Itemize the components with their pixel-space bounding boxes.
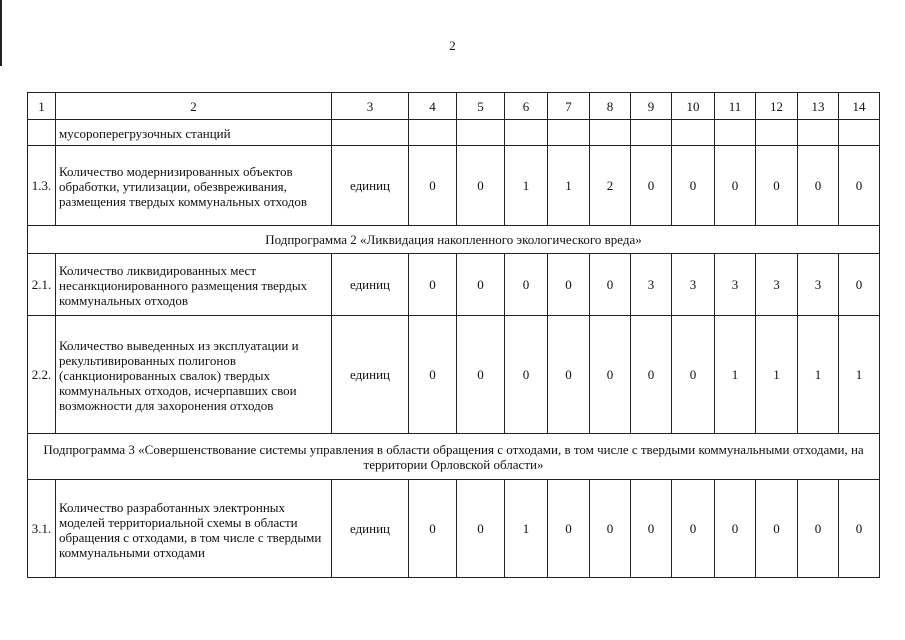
indicator-row xyxy=(28,254,880,316)
value-cell: 1 xyxy=(505,480,548,578)
value-cell: 1 xyxy=(715,316,756,434)
unit-cell: единиц xyxy=(332,146,409,226)
value-cell: 0 xyxy=(409,254,457,316)
value-cell: 0 xyxy=(457,146,505,226)
value-cell: 0 xyxy=(548,316,590,434)
empty-cell xyxy=(409,120,457,146)
subprogram-row xyxy=(28,226,880,254)
header-cell: 4 xyxy=(409,93,457,120)
value-cell: 1 xyxy=(839,316,880,434)
empty-cell xyxy=(505,120,548,146)
value-cell: 0 xyxy=(457,480,505,578)
empty-cell xyxy=(839,120,880,146)
value-cell: 1 xyxy=(798,316,839,434)
value-cell: 0 xyxy=(631,146,672,226)
table-body xyxy=(28,93,880,578)
value-cell: 0 xyxy=(590,480,631,578)
row-number-cell: 1.3. xyxy=(28,146,56,226)
indicator-name-cell: Количество ликвидированных мест несанкционированного размещения твердых коммунальных отходов xyxy=(56,254,332,316)
value-cell: 0 xyxy=(672,146,715,226)
left-edge-mark xyxy=(0,0,2,66)
page-number: 2 xyxy=(449,38,456,53)
value-cell: 0 xyxy=(548,480,590,578)
continuation-row xyxy=(28,120,880,146)
value-cell: 3 xyxy=(756,254,798,316)
empty-cell xyxy=(672,120,715,146)
empty-cell xyxy=(457,120,505,146)
subprogram-title: Подпрограмма 2 «Ликвидация накопленного экологического вреда» xyxy=(28,226,880,254)
unit-cell: единиц xyxy=(332,254,409,316)
value-cell: 0 xyxy=(756,480,798,578)
value-cell: 0 xyxy=(839,480,880,578)
value-cell: 0 xyxy=(457,254,505,316)
value-cell: 0 xyxy=(409,480,457,578)
empty-cell xyxy=(548,120,590,146)
row-number-cell xyxy=(28,120,56,146)
value-cell: 0 xyxy=(756,146,798,226)
header-cell: 14 xyxy=(839,93,880,120)
value-cell: 3 xyxy=(798,254,839,316)
header-cell: 13 xyxy=(798,93,839,120)
value-cell: 0 xyxy=(590,316,631,434)
value-cell: 0 xyxy=(457,316,505,434)
header-cell: 7 xyxy=(548,93,590,120)
value-cell: 0 xyxy=(505,316,548,434)
header-cell: 2 xyxy=(56,93,332,120)
value-cell: 0 xyxy=(715,146,756,226)
value-cell: 0 xyxy=(715,480,756,578)
header-cell: 6 xyxy=(505,93,548,120)
indicator-row xyxy=(28,146,880,226)
empty-cell xyxy=(715,120,756,146)
value-cell: 0 xyxy=(672,316,715,434)
indicator-name-cell: Количество модернизированных объектов обработки, утилизации, обезвреживания, размещения твердых коммунальных отходов xyxy=(56,146,332,226)
header-cell: 11 xyxy=(715,93,756,120)
subprogram-title: Подпрограмма 3 «Совершенствование системы управления в области обращения с отходами, в том числе с твердыми коммунальными отходами, на территории Орловской области» xyxy=(28,434,880,480)
indicator-name-cell: мусороперегрузочных станций xyxy=(56,120,332,146)
value-cell: 3 xyxy=(715,254,756,316)
value-cell: 3 xyxy=(672,254,715,316)
value-cell: 0 xyxy=(590,254,631,316)
header-cell: 8 xyxy=(590,93,631,120)
value-cell: 0 xyxy=(631,480,672,578)
indicator-row xyxy=(28,480,880,578)
empty-cell xyxy=(332,120,409,146)
value-cell: 0 xyxy=(631,316,672,434)
indicators-table xyxy=(27,92,880,578)
row-number-cell: 3.1. xyxy=(28,480,56,578)
header-cell: 3 xyxy=(332,93,409,120)
value-cell: 0 xyxy=(409,146,457,226)
value-cell: 0 xyxy=(672,480,715,578)
value-cell: 0 xyxy=(839,254,880,316)
value-cell: 0 xyxy=(505,254,548,316)
header-cell: 1 xyxy=(28,93,56,120)
value-cell: 1 xyxy=(548,146,590,226)
row-number-cell: 2.1. xyxy=(28,254,56,316)
empty-cell xyxy=(798,120,839,146)
empty-cell xyxy=(756,120,798,146)
header-row xyxy=(28,93,880,120)
header-cell: 12 xyxy=(756,93,798,120)
value-cell: 0 xyxy=(798,146,839,226)
value-cell: 0 xyxy=(548,254,590,316)
value-cell: 1 xyxy=(756,316,798,434)
unit-cell: единиц xyxy=(332,480,409,578)
value-cell: 0 xyxy=(409,316,457,434)
value-cell: 1 xyxy=(505,146,548,226)
indicator-row xyxy=(28,316,880,434)
value-cell: 0 xyxy=(798,480,839,578)
unit-cell: единиц xyxy=(332,316,409,434)
value-cell: 3 xyxy=(631,254,672,316)
value-cell: 2 xyxy=(590,146,631,226)
header-cell: 5 xyxy=(457,93,505,120)
subprogram-row xyxy=(28,434,880,480)
header-cell: 10 xyxy=(672,93,715,120)
empty-cell xyxy=(590,120,631,146)
indicator-name-cell: Количество разработанных электронных моделей территориальной схемы в области обращения с отходами, в том числе с твердыми коммунальными отходами xyxy=(56,480,332,578)
row-number-cell: 2.2. xyxy=(28,316,56,434)
empty-cell xyxy=(631,120,672,146)
header-cell: 9 xyxy=(631,93,672,120)
indicator-name-cell: Количество выведенных из эксплуатации и рекультивированных полигонов (санкционированных свалок) твердых коммунальных отходов, исчерпавших свои возможности для захоронения отходов xyxy=(56,316,332,434)
value-cell: 0 xyxy=(839,146,880,226)
